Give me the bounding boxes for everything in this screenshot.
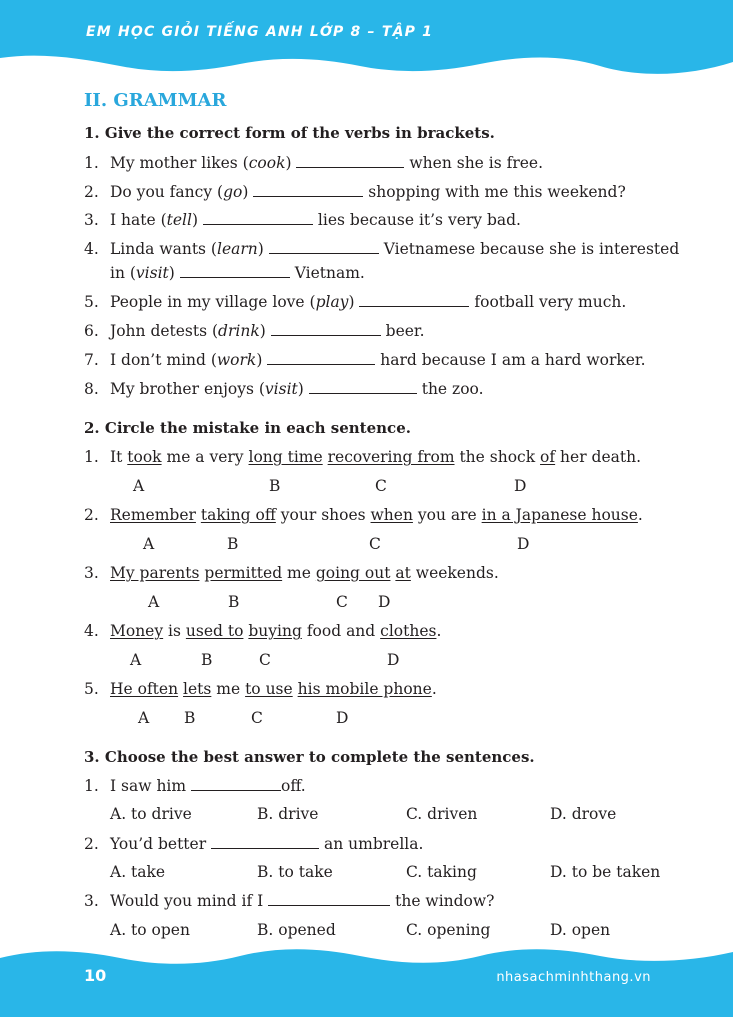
answer-blank[interactable] (309, 379, 417, 394)
answer-option-d[interactable]: D. open (550, 921, 611, 939)
option-letter[interactable]: D (517, 535, 530, 553)
answer-blank[interactable] (180, 263, 290, 278)
option-letter[interactable]: C (336, 593, 348, 611)
answer-blank[interactable] (253, 182, 363, 197)
exercise-1-heading: 1. Give the correct form of the verbs in brackets. (84, 124, 495, 142)
page-number: 10 (84, 966, 107, 985)
exercise-1-item: 2. Do you fancy (go) shopping with me this weekend? (84, 183, 626, 201)
answer-option-b[interactable]: B. to take (257, 863, 333, 881)
option-letter[interactable]: A (133, 477, 145, 495)
answer-option-a[interactable]: A. take (110, 863, 166, 881)
option-letter[interactable]: D (336, 709, 349, 727)
option-letter[interactable]: A (148, 593, 160, 611)
website-url: nhasachminhthang.vn (496, 970, 651, 985)
exercise-1-item: 1. My mother likes (cook) when she is free. (84, 154, 544, 172)
exercise-2-item: 3. My parents permitted me going out at weekends. (84, 564, 499, 582)
option-letter[interactable]: C (375, 477, 387, 495)
option-letter[interactable]: B (269, 477, 281, 495)
answer-option-b[interactable]: B. opened (257, 921, 336, 939)
option-letter[interactable]: B (184, 709, 196, 727)
exercise-1-item: 7. I don’t mind (work) hard because I am a hard worker. (84, 351, 646, 369)
exercise-3-item: 1. I saw him off. (84, 777, 306, 795)
answer-option-c[interactable]: C. taking (406, 863, 477, 881)
option-letter[interactable]: A (138, 709, 150, 727)
option-letter[interactable]: D (514, 477, 527, 495)
option-letter[interactable]: B (201, 651, 213, 669)
exercise-1-item: 6. John detests (drink) beer. (84, 322, 425, 340)
exercise-3-item: 2. You’d better an umbrella. (84, 835, 424, 853)
answer-blank[interactable] (191, 776, 281, 791)
option-letter[interactable]: B (228, 593, 240, 611)
header-wave (0, 0, 733, 80)
option-letter[interactable]: D (387, 651, 400, 669)
option-letter[interactable]: D (378, 593, 391, 611)
section-title: II. GRAMMAR (84, 90, 227, 111)
option-letter[interactable]: C (259, 651, 271, 669)
option-letter[interactable]: A (130, 651, 142, 669)
answer-blank[interactable] (211, 834, 319, 849)
answer-option-b[interactable]: B. drive (257, 805, 319, 823)
option-letter[interactable]: B (227, 535, 239, 553)
answer-option-d[interactable]: D. drove (550, 805, 617, 823)
exercise-1-item: 3. I hate (tell) lies because it’s very bad. (84, 211, 521, 229)
header-title: EM HỌC GIỎI TIẾNG ANH LỚP 8 – TẬP 1 (86, 24, 434, 40)
answer-blank[interactable] (271, 321, 381, 336)
exercise-1-item: 8. My brother enjoys (visit) the zoo. (84, 380, 484, 398)
option-letter[interactable]: A (143, 535, 155, 553)
answer-option-c[interactable]: C. driven (406, 805, 478, 823)
answer-option-a[interactable]: A. to open (110, 921, 190, 939)
answer-blank[interactable] (359, 292, 469, 307)
answer-blank[interactable] (203, 210, 313, 225)
exercise-1-item: 4. Linda wants (learn) Vietnamese because she is interested (84, 240, 680, 258)
exercise-2-heading: 2. Circle the mistake in each sentence. (84, 419, 411, 437)
answer-option-c[interactable]: C. opening (406, 921, 491, 939)
option-letter[interactable]: C (369, 535, 381, 553)
exercise-2-item: 4. Money is used to buying food and clothes. (84, 622, 442, 640)
answer-option-a[interactable]: A. to drive (110, 805, 192, 823)
exercise-2-item: 1. It took me a very long time recovering from the shock of her death. (84, 448, 642, 466)
answer-blank[interactable] (268, 891, 390, 906)
answer-blank[interactable] (296, 153, 404, 168)
exercise-2-item: 2. Remember taking off your shoes when you are in a Japanese house. (84, 506, 643, 524)
exercise-1-item: 5. People in my village love (play) football very much. (84, 293, 627, 311)
exercise-3-heading: 3. Choose the best answer to complete the sentences. (84, 748, 535, 766)
answer-option-d[interactable]: D. to be taken (550, 863, 661, 881)
exercise-3-item: 3. Would you mind if I the window? (84, 892, 495, 910)
exercise-1-item: in (visit) Vietnam. (110, 264, 365, 282)
answer-blank[interactable] (267, 350, 375, 365)
answer-blank[interactable] (269, 239, 379, 254)
exercise-2-item: 5. He often lets me to use his mobile phone. (84, 680, 437, 698)
option-letter[interactable]: C (251, 709, 263, 727)
